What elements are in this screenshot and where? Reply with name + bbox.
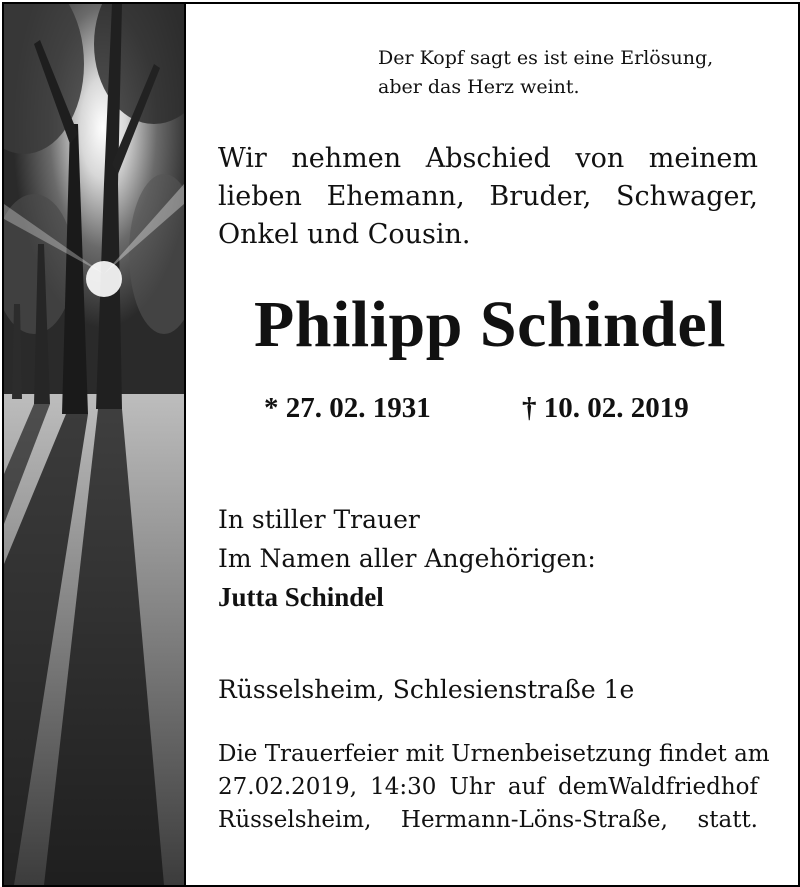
signer-name: Jutta Schindel <box>218 582 384 612</box>
intro-line: lieben Ehemann, Bruder, Schwager, <box>218 181 758 212</box>
notice-line: Die Trauerfeier mit Urnenbeisetzung findet am <box>218 741 770 767</box>
mourning-line: Im Namen aller Angehörigen: <box>218 544 596 573</box>
mourner-address: Rüsselsheim, Schlesienstraße 1e <box>218 675 635 704</box>
motto-line: aber das Herz weint. <box>378 76 580 98</box>
motto-line: Der Kopf sagt es ist eine Erlösung, <box>378 47 714 69</box>
mourners-block <box>218 500 762 617</box>
farewell-intro <box>218 140 758 254</box>
forest-sunlight-image <box>4 4 184 885</box>
funeral-notice <box>218 738 770 837</box>
intro-line: Wir nehmen Abschied von meinem <box>218 143 758 174</box>
intro-line: Onkel und Cousin. <box>218 219 471 250</box>
notice-line: 27.02.2019, 14:30 Uhr auf demWaldfriedhof <box>218 774 758 800</box>
obituary-text <box>218 4 770 885</box>
notice-line: Rüsselsheim, Hermann-Löns-Straße, statt. <box>218 807 758 833</box>
deceased-name: Philipp Schindel <box>253 288 727 361</box>
mourning-line: In stiller Trauer <box>218 505 420 534</box>
motto-quote <box>378 44 762 102</box>
birth-date: * 27. 02. 1931 <box>264 392 431 424</box>
death-date: † 10. 02. 2019 <box>522 392 689 424</box>
park-trees-photo <box>4 4 186 885</box>
obituary-notice <box>2 2 800 887</box>
